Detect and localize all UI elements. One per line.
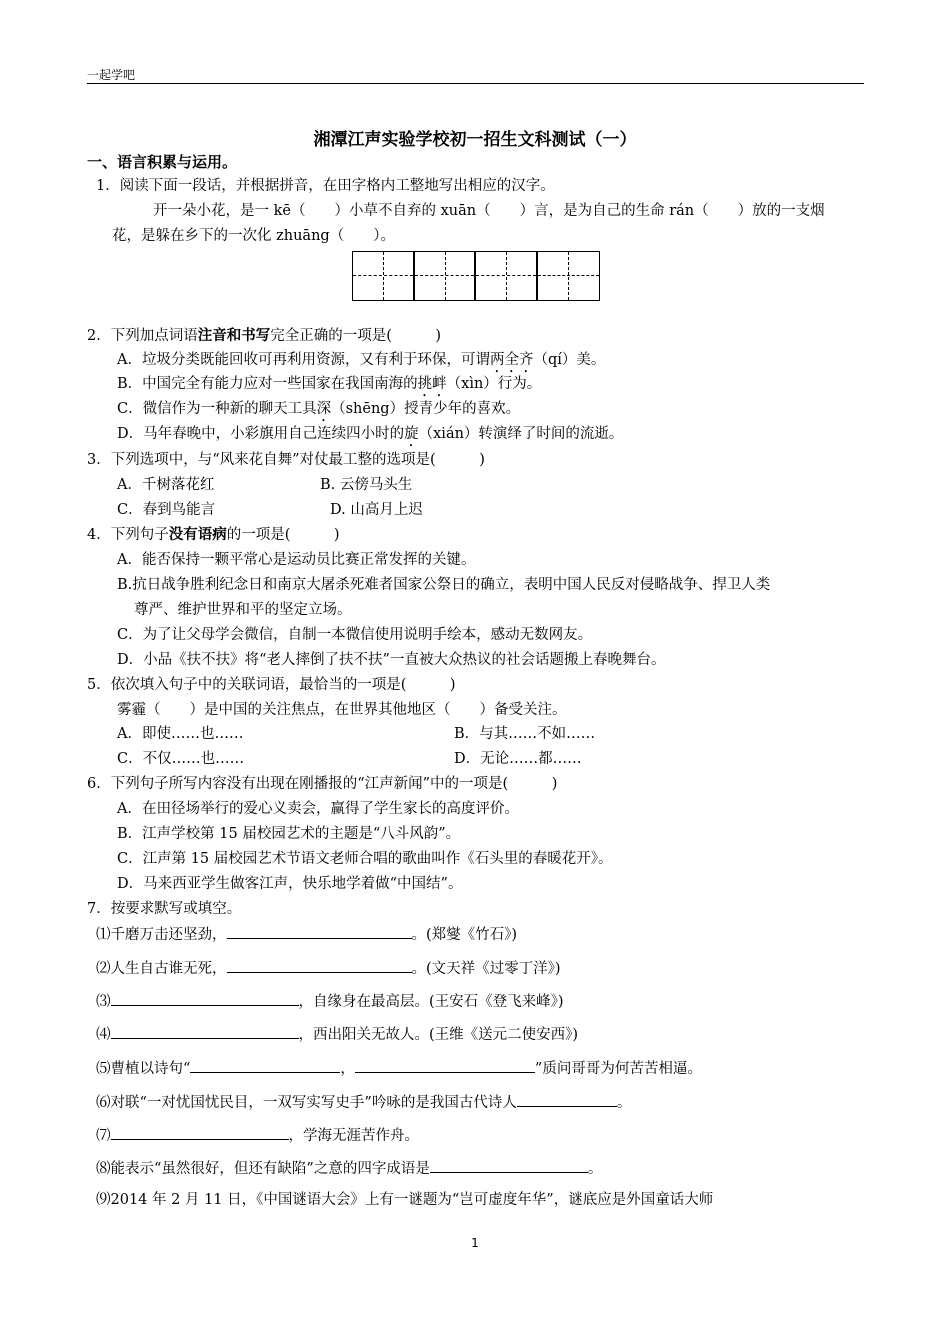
section-heading: 一、语言积累与运用。 [87,153,238,171]
answer-blank[interactable] [111,991,299,1006]
q6-option-c: C．江声第 15 届校园艺术节语文老师合唱的歌曲叫作《石头里的春暖花开》。 [117,851,613,867]
q6-option-d: D．马来西亚学生做客江声，快乐地学着做“中国结”。 [117,876,463,892]
answer-blank[interactable] [227,958,412,973]
q6-option-a: A．在田径场举行的爱心义卖会，赢得了学生家长的高度评价。 [117,801,519,817]
q6-stem: 6．下列句子所写内容没有出现在刚播报的“江声新闻”中的一项是( ) [87,776,558,792]
q4-option-b-line2: 尊严、维护世界和平的坚定立场。 [134,602,352,618]
grid-cell[interactable] [353,252,415,300]
header-rule [87,83,864,84]
q7-item-5: ⑸曹植以诗句“ ， ”质问哥哥为何苦苦相逼。 [96,1058,702,1078]
answer-blank[interactable] [111,1125,289,1140]
q5-sentence: 雾霾（ ）是中国的关注焦点，在世界其他地区（ ）备受关注。 [117,702,567,718]
q3-option-c: C．春到鸟能言 [117,502,216,518]
q5-option-c: C．不仅……也…… [117,751,245,767]
q2-option-a: A．垃圾分类既能回收可再利用资源，又有利于环保，可谓两全齐（qí）美。 [117,352,606,368]
q7-item-7: ⑺ ，学海无涯苦作舟。 [96,1125,419,1145]
q3-option-b: B. 云傍马头生 [320,477,413,493]
answer-blank[interactable] [430,1158,588,1173]
q4-stem: 4．下列句子没有语病的一项是( ) [87,527,340,543]
q5-option-b: B．与其……不如…… [454,726,596,742]
q2-option-c: C．微信作为一种新的聊天工具深（shēng）授青少年的喜欢。 [117,401,521,417]
answer-blank[interactable] [517,1092,617,1107]
grid-cell[interactable] [415,252,477,300]
answer-blank[interactable] [227,924,412,939]
grid-cell[interactable] [538,252,600,300]
q5-stem: 5．依次填入句子中的关联词语，最恰当的一项是( ) [87,677,456,693]
q2-option-d: D．马年春晚中，小彩旗用自己连续四小时的旋（xián）转演绎了时间的流逝。 [117,426,624,442]
page-header: 一起学吧 [87,68,136,82]
q6-option-b: B．江声学校第 15 届校园艺术的主题是“八斗风韵”。 [117,826,461,842]
q7-item-9: ⑼2014 年 2 月 11 日，《中国谜语大会》上有一谜题为“岂可虚度年华”，谜底应是外国童话大师 [96,1192,714,1208]
grid-cell[interactable] [476,252,538,300]
tianzige-grid [352,251,600,301]
q5-option-d: D．无论……都…… [454,751,582,767]
q3-stem: 3．下列选项中，与“风来花自舞”对仗最工整的选项是( ) [87,452,485,468]
q4-option-c: C．为了让父母学会微信，自制一本微信使用说明手绘本，感动无数网友。 [117,627,593,643]
q7-item-4: ⑷ ，西出阳关无故人。(王维《送元二使安西》) [96,1024,578,1044]
q7-item-3: ⑶ ，自缘身在最高层。(王安石《登飞来峰》) [96,991,564,1011]
q2-option-b: B．中国完全有能力应对一些国家在我国南海的挑衅（xìn）行为。 [117,376,542,392]
q3-option-a: A．千树落花红 [117,477,215,493]
q4-option-d: D．小品《扶不扶》将“老人摔倒了扶不扶”一直被大众热议的社会话题搬上春晚舞台。 [117,652,666,668]
answer-blank[interactable] [111,1024,299,1039]
q7-item-8: ⑻能表示“虽然很好，但还有缺陷”之意的四字成语是 。 [96,1158,602,1178]
q7-item-6: ⑹对联“一对忧国忧民目，一双写实写史手”吟咏的是我国古代诗人 。 [96,1092,631,1112]
q7-item-2: ⑵人生自古谁无死， 。(文天祥《过零丁洋》) [96,958,561,978]
q1-stem: 1．阅读下面一段话，并根据拼音，在田字格内工整地写出相应的汉字。 [96,178,555,194]
q5-option-a: A．即使……也…… [117,726,244,742]
q1-line1: 开一朵小花，是一 kē（ ）小草不自弃的 xuān（ ）言，是为自己的生命 rán（ ）放的一支烟 [153,203,825,219]
page-title: 湘潭江声实验学校初一招生文科测试（一） [313,130,637,150]
q1-line2: 花，是躲在乡下的一次化 zhuāng（ ）。 [112,228,395,244]
page-number: 1 [471,1236,479,1250]
q3-option-d: D. 山高月上迟 [330,502,423,518]
answer-blank[interactable] [190,1058,340,1073]
q7-item-1: ⑴千磨万击还坚劲， 。(郑燮《竹石》) [96,924,517,944]
answer-blank[interactable] [355,1058,535,1073]
q2-stem: 2．下列加点词语注音和书写完全正确的一项是( ) [87,328,442,344]
q4-option-a: A．能否保持一颗平常心是运动员比赛正常发挥的关键。 [117,552,476,568]
q7-stem: 7．按要求默写或填空。 [87,901,242,917]
q4-option-b-line1: B.抗日战争胜利纪念日和南京大屠杀死难者国家公祭日的确立，表明中国人民反对侵略战争、捍卫人类 [117,577,771,593]
